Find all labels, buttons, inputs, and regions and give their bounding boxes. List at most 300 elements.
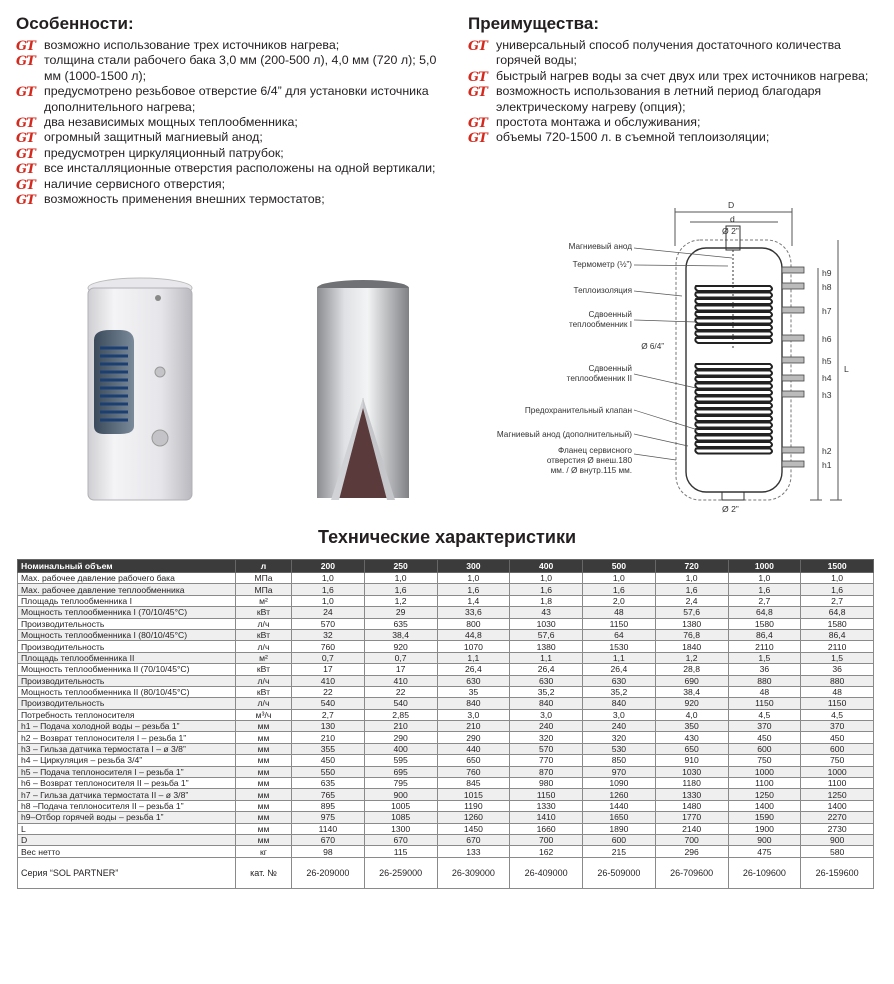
param-name-cell: Производительность (18, 698, 236, 709)
table-row (18, 629, 874, 640)
value-cell: 48 (583, 607, 656, 618)
gt-logo-icon: GT (16, 193, 35, 209)
value-cell: 910 (655, 755, 728, 766)
value-cell: 1580 (728, 618, 801, 629)
value-cell: 1250 (728, 789, 801, 800)
value-cell: 750 (801, 755, 874, 766)
features-item-text: предусмотрен циркуляционный патрубок; (44, 145, 284, 160)
table-row (18, 652, 874, 663)
advantages-item (468, 38, 888, 69)
value-cell: 400 (364, 743, 437, 754)
pipe-port (782, 461, 804, 467)
unit-cell: л/ч (236, 698, 292, 709)
coil-turn (695, 442, 772, 447)
coil-turn (695, 332, 772, 337)
catalog-number-cell: 26-709600 (655, 857, 728, 888)
value-cell: 450 (728, 732, 801, 743)
value-cell: 800 (437, 618, 510, 629)
coil-turn (695, 390, 772, 395)
value-cell: 635 (364, 618, 437, 629)
pipe-port (782, 307, 804, 313)
value-cell: 1380 (510, 641, 583, 652)
value-cell: 900 (728, 834, 801, 845)
catalog-number-cell: 26-259000 (364, 857, 437, 888)
value-cell: 17 (364, 664, 437, 675)
unit-cell: м³/ч (236, 709, 292, 720)
table-header-cell: Номинальный объем (18, 560, 236, 573)
param-name-cell: h1 – Подача холодной воды – резьба 1” (18, 721, 236, 732)
advantages-item (468, 69, 888, 84)
value-cell: 630 (510, 675, 583, 686)
unit-cell: мм (236, 721, 292, 732)
table-row (18, 584, 874, 595)
value-cell: 1,0 (801, 573, 874, 584)
table-header-cell: 250 (364, 560, 437, 573)
coil-turn (695, 364, 772, 369)
value-cell: 1150 (801, 698, 874, 709)
unit-cell: мм (236, 812, 292, 823)
value-cell: 290 (364, 732, 437, 743)
value-cell: 26,4 (510, 664, 583, 675)
advantages-item (468, 84, 888, 115)
unit-cell: кВт (236, 664, 292, 675)
value-cell: 320 (583, 732, 656, 743)
value-cell: 1,6 (728, 584, 801, 595)
value-cell: 1890 (583, 823, 656, 834)
value-cell: 76,8 (655, 629, 728, 640)
value-cell: 2140 (655, 823, 728, 834)
value-cell: 38,4 (364, 629, 437, 640)
gt-logo-icon: GT (16, 146, 35, 162)
value-cell: 26,4 (583, 664, 656, 675)
unit-cell: мм (236, 789, 292, 800)
coil-turn (695, 319, 772, 324)
table-header-cell: 200 (292, 560, 365, 573)
table-header-cell: 300 (437, 560, 510, 573)
table-row (18, 698, 874, 709)
value-cell: 570 (510, 743, 583, 754)
value-cell: 1480 (655, 800, 728, 811)
label-port: Ø 6/4” (641, 342, 664, 351)
value-cell: 17 (292, 664, 365, 675)
value-cell: 36 (728, 664, 801, 675)
value-cell: 540 (292, 698, 365, 709)
value-cell: 64 (583, 629, 656, 640)
param-name-cell: h3 – Гильза датчика термостата I – ø 3/8” (18, 743, 236, 754)
dim-h7: h7 (822, 306, 832, 316)
value-cell: 1,6 (364, 584, 437, 595)
value-cell: 2110 (728, 641, 801, 652)
dim-h1: h1 (822, 460, 832, 470)
unit-cell: л/ч (236, 641, 292, 652)
value-cell: 4,5 (728, 709, 801, 720)
table-row (18, 800, 874, 811)
unit-cell: кг (236, 846, 292, 857)
value-cell: 1250 (801, 789, 874, 800)
value-cell: 870 (510, 766, 583, 777)
unit-cell: мм (236, 823, 292, 834)
features-item (16, 177, 446, 192)
unit-cell: м² (236, 652, 292, 663)
catalog-number-cell: 26-509000 (583, 857, 656, 888)
value-cell: 43 (510, 607, 583, 618)
dim-h4: h4 (822, 373, 832, 383)
value-cell: 580 (801, 846, 874, 857)
pipe-port (782, 391, 804, 397)
unit-cell: мм (236, 778, 292, 789)
gt-logo-icon: GT (16, 116, 35, 132)
value-cell: 410 (364, 675, 437, 686)
value-cell: 130 (292, 721, 365, 732)
unit-cell: мм (236, 766, 292, 777)
table-row (18, 732, 874, 743)
value-cell: 1530 (583, 641, 656, 652)
table-row (18, 675, 874, 686)
table-row (18, 618, 874, 629)
advantages-item (468, 115, 888, 130)
coil-turn (695, 449, 772, 454)
advantages-title: Преимущества: (468, 14, 600, 33)
leader-line (634, 454, 676, 460)
features-list (16, 38, 446, 207)
value-cell: 920 (655, 698, 728, 709)
label-flange-c: мм. / Ø внутр.115 мм. (550, 466, 632, 475)
value-cell: 57,6 (510, 629, 583, 640)
value-cell: 1150 (728, 698, 801, 709)
value-cell: 1,0 (292, 573, 365, 584)
value-cell: 690 (655, 675, 728, 686)
value-cell: 1,5 (801, 652, 874, 663)
boiler-product-image (80, 276, 200, 508)
leader-line (634, 374, 696, 388)
value-cell: 475 (728, 846, 801, 857)
value-cell: 4,0 (655, 709, 728, 720)
coil-turn (695, 306, 772, 311)
value-cell: 1400 (801, 800, 874, 811)
value-cell: 35,2 (583, 686, 656, 697)
value-cell: 215 (583, 846, 656, 857)
value-cell: 1140 (292, 823, 365, 834)
value-cell: 900 (364, 789, 437, 800)
param-name-cell: h8 –Подача теплоносителя II – резьба 1” (18, 800, 236, 811)
features-item (16, 161, 446, 176)
value-cell: 1000 (728, 766, 801, 777)
value-cell: 1150 (510, 789, 583, 800)
value-cell: 1180 (655, 778, 728, 789)
series-name-cell: Серия “SOL PARTNER” (18, 857, 236, 888)
table-row (18, 766, 874, 777)
value-cell: 86,4 (801, 629, 874, 640)
param-name-cell: Мощность теплообменника II (70/10/45°C) (18, 664, 236, 675)
value-cell: 1150 (583, 618, 656, 629)
table-row (18, 709, 874, 720)
value-cell: 1450 (437, 823, 510, 834)
value-cell: 35 (437, 686, 510, 697)
value-cell: 1,1 (510, 652, 583, 663)
value-cell: 3,0 (583, 709, 656, 720)
table-row (18, 743, 874, 754)
value-cell: 1,2 (655, 652, 728, 663)
value-cell: 410 (292, 675, 365, 686)
value-cell: 2,4 (655, 595, 728, 606)
features-item-text: наличие сервисного отверстия; (44, 176, 226, 191)
value-cell: 370 (728, 721, 801, 732)
value-cell: 1330 (655, 789, 728, 800)
value-cell: 3,0 (437, 709, 510, 720)
pipe-port (782, 335, 804, 341)
value-cell: 430 (655, 732, 728, 743)
param-name-cell: Вес нетто (18, 846, 236, 857)
value-cell: 1580 (801, 618, 874, 629)
value-cell: 33,6 (437, 607, 510, 618)
value-cell: 98 (292, 846, 365, 857)
value-cell: 1100 (728, 778, 801, 789)
value-cell: 540 (364, 698, 437, 709)
unit-cell: м² (236, 595, 292, 606)
value-cell: 635 (292, 778, 365, 789)
table-row (18, 686, 874, 697)
pipe-port (782, 375, 804, 381)
dim-h2: h2 (822, 446, 832, 456)
param-name-cell: Мощность теплообменника I (70/10/45°C) (18, 607, 236, 618)
value-cell: 64,8 (728, 607, 801, 618)
table-header-cell: 720 (655, 560, 728, 573)
value-cell: 0,7 (292, 652, 365, 663)
coil-turn (695, 377, 772, 382)
value-cell: 550 (292, 766, 365, 777)
label-thermometer: Термометр (½”) (572, 260, 632, 269)
value-cell: 2270 (801, 812, 874, 823)
value-cell: 440 (437, 743, 510, 754)
value-cell: 1400 (728, 800, 801, 811)
features-item (16, 38, 446, 53)
value-cell: 450 (801, 732, 874, 743)
label-hx2-a: Сдвоенный (588, 364, 632, 373)
param-name-cell: h5 – Подача теплоносителя I – резьба 1” (18, 766, 236, 777)
value-cell: 840 (510, 698, 583, 709)
dim-top-pipe: Ø 2” (722, 226, 739, 236)
coil-turn (695, 338, 772, 343)
features-item-text: толщина стали рабочего бака 3,0 мм (200-500 л), 4,0 мм (720 л); 5,0 мм (1000-1500 л); (44, 53, 437, 83)
value-cell: 57,6 (655, 607, 728, 618)
value-cell: 48 (728, 686, 801, 697)
dim-h8: h8 (822, 282, 832, 292)
label-hx1-b: теплообменник I (568, 320, 632, 329)
value-cell: 210 (364, 721, 437, 732)
dim-h6: h6 (822, 334, 832, 344)
value-cell: 32 (292, 629, 365, 640)
value-cell: 1090 (583, 778, 656, 789)
value-cell: 320 (510, 732, 583, 743)
label-hx2-b: теплообменник II (566, 374, 632, 383)
value-cell: 880 (801, 675, 874, 686)
param-name-cell: Max. рабочее давление рабочего бака (18, 573, 236, 584)
value-cell: 350 (655, 721, 728, 732)
unit-cell: мм (236, 834, 292, 845)
unit-cell: мм (236, 800, 292, 811)
value-cell: 595 (364, 755, 437, 766)
label-anode2: Магниевый анод (дополнительный) (496, 430, 632, 439)
value-cell: 210 (292, 732, 365, 743)
param-name-cell: Площадь теплообменника I (18, 595, 236, 606)
gt-logo-icon: GT (468, 69, 487, 85)
value-cell: 44,8 (437, 629, 510, 640)
value-cell: 22 (364, 686, 437, 697)
advantages-section (468, 14, 888, 146)
table-row (18, 607, 874, 618)
unit-cell: л/ч (236, 618, 292, 629)
coil-turn (695, 410, 772, 415)
value-cell: 1,0 (364, 573, 437, 584)
value-cell: 895 (292, 800, 365, 811)
value-cell: 970 (583, 766, 656, 777)
tech-specs-title: Технические характеристики (317, 527, 577, 547)
advantages-item-text: быстрый нагрев воды за счет двух или трех источников нагрева; (496, 68, 869, 83)
param-name-cell: Потребность теплоносителя (18, 709, 236, 720)
value-cell: 1380 (655, 618, 728, 629)
features-item (16, 146, 446, 161)
unit-cell: мм (236, 732, 292, 743)
param-name-cell: D (18, 834, 236, 845)
value-cell: 630 (437, 675, 510, 686)
value-cell: 1260 (437, 812, 510, 823)
leader-line (634, 410, 698, 430)
value-cell: 1410 (510, 812, 583, 823)
value-cell: 975 (292, 812, 365, 823)
param-name-cell: Мощность теплообменника I (80/10/45°C) (18, 629, 236, 640)
dim-d: d (730, 214, 735, 224)
dim-h5: h5 (822, 356, 832, 366)
value-cell: 570 (292, 618, 365, 629)
value-cell: 1,5 (728, 652, 801, 663)
value-cell: 845 (437, 778, 510, 789)
advantages-item-text: возможность использования в летний период благодаря электрическому нагреву (опция); (496, 84, 822, 114)
table-row (18, 664, 874, 675)
unit-cell: МПа (236, 584, 292, 595)
value-cell: 765 (292, 789, 365, 800)
dim-L: L (844, 364, 849, 374)
value-cell: 760 (292, 641, 365, 652)
value-cell: 760 (437, 766, 510, 777)
value-cell: 86,4 (728, 629, 801, 640)
value-cell: 850 (583, 755, 656, 766)
value-cell: 48 (801, 686, 874, 697)
value-cell: 1300 (364, 823, 437, 834)
value-cell: 2110 (801, 641, 874, 652)
coil-turn (695, 299, 772, 304)
value-cell: 1,0 (728, 573, 801, 584)
value-cell: 880 (728, 675, 801, 686)
features-item (16, 53, 446, 84)
pipe-port (782, 357, 804, 363)
value-cell: 1,0 (583, 573, 656, 584)
value-cell: 1,6 (583, 584, 656, 595)
dim-D: D (728, 200, 735, 210)
dim-bottom-pipe: Ø 2” (722, 504, 739, 514)
value-cell: 600 (583, 834, 656, 845)
value-cell: 1660 (510, 823, 583, 834)
table-row (18, 595, 874, 606)
value-cell: 1,6 (437, 584, 510, 595)
value-cell: 1330 (510, 800, 583, 811)
gt-logo-icon: GT (468, 85, 487, 101)
table-header-cell: 400 (510, 560, 583, 573)
table-row (18, 641, 874, 652)
value-cell: 670 (437, 834, 510, 845)
value-cell: 840 (583, 698, 656, 709)
value-cell: 670 (292, 834, 365, 845)
value-cell: 920 (364, 641, 437, 652)
value-cell: 38,4 (655, 686, 728, 697)
value-cell: 1,0 (437, 573, 510, 584)
gt-logo-icon: GT (16, 131, 35, 147)
value-cell: 355 (292, 743, 365, 754)
value-cell: 700 (655, 834, 728, 845)
features-item-text: возможность применения внешних термостатов; (44, 192, 325, 207)
coil-turn (695, 403, 772, 408)
coil-turn (695, 312, 772, 317)
gt-logo-icon: GT (468, 39, 487, 54)
catalog-number-cell: 26-409000 (510, 857, 583, 888)
features-title: Особенности: (16, 14, 134, 33)
param-name-cell: h4 – Циркуляция – резьба 3/4” (18, 755, 236, 766)
gt-logo-icon: GT (16, 39, 35, 54)
catalog-label-cell: кат. № (236, 857, 292, 888)
value-cell: 24 (292, 607, 365, 618)
gt-logo-icon: GT (16, 177, 35, 193)
dim-h3: h3 (822, 390, 832, 400)
value-cell: 1,6 (655, 584, 728, 595)
value-cell: 1840 (655, 641, 728, 652)
value-cell: 1,2 (364, 595, 437, 606)
leader-line (634, 265, 728, 266)
unit-cell: мм (236, 743, 292, 754)
gt-logo-icon: GT (16, 85, 35, 101)
coil-turn (695, 423, 772, 428)
value-cell: 2730 (801, 823, 874, 834)
table-row (18, 789, 874, 800)
coil-turn (695, 286, 772, 291)
value-cell: 64,8 (801, 607, 874, 618)
leader-line (634, 320, 696, 322)
catalog-number-cell: 26-109600 (728, 857, 801, 888)
value-cell: 695 (364, 766, 437, 777)
advantages-list (468, 38, 888, 146)
value-cell: 770 (510, 755, 583, 766)
value-cell: 240 (583, 721, 656, 732)
advantages-item-text: универсальный способ получения достаточного количества горячей воды; (496, 38, 841, 68)
table-header-cell: л (236, 560, 292, 573)
value-cell: 2,7 (292, 709, 365, 720)
label-valve: Предохранительный клапан (524, 406, 632, 415)
table-row (18, 846, 874, 857)
coil-turn (695, 293, 772, 298)
coil-turn (695, 397, 772, 402)
value-cell: 1015 (437, 789, 510, 800)
features-item-text: все инсталляционные отверстия расположены на одной вертикали; (44, 161, 436, 176)
advantages-item-text: простота монтажа и обслуживания; (496, 115, 701, 130)
value-cell: 750 (728, 755, 801, 766)
value-cell: 1,1 (437, 652, 510, 663)
catalog-number-cell: 26-209000 (292, 857, 365, 888)
value-cell: 2,85 (364, 709, 437, 720)
value-cell: 530 (583, 743, 656, 754)
param-name-cell: h9–Отбор горячей воды – резьба 1” (18, 812, 236, 823)
leader-line (634, 291, 682, 296)
coil-turn (695, 416, 772, 421)
coil-turn (695, 384, 772, 389)
value-cell: 1,1 (583, 652, 656, 663)
